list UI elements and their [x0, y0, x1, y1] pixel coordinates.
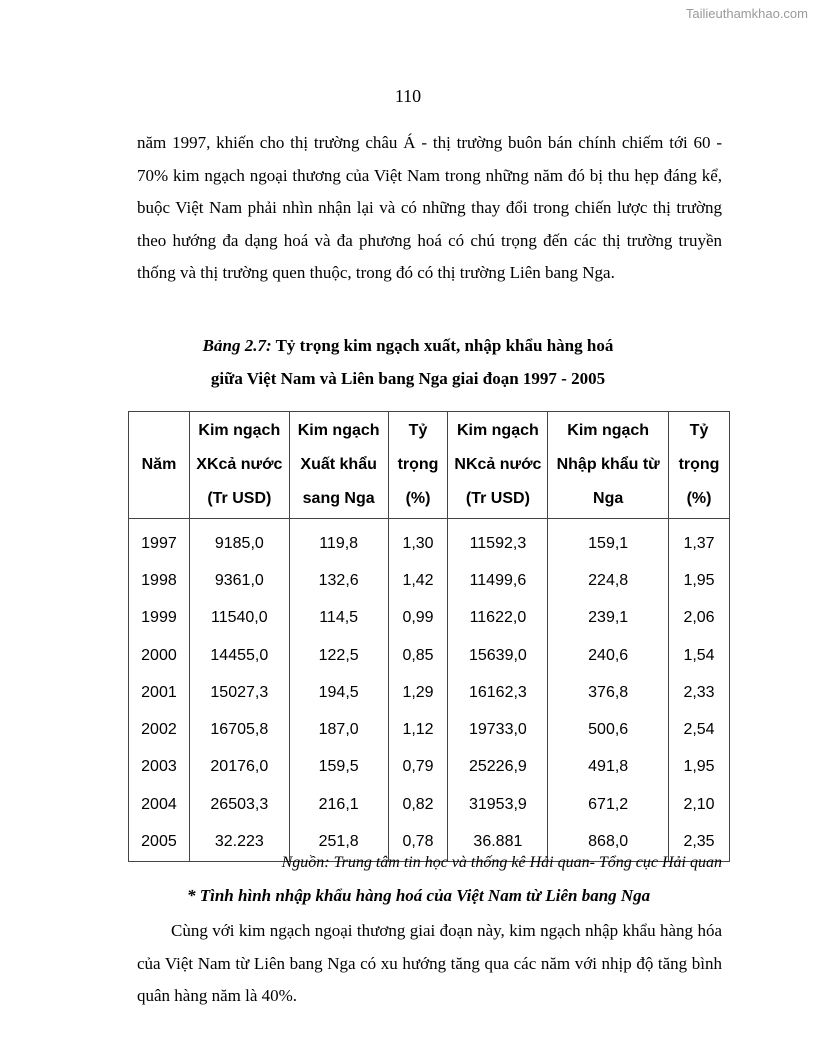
- table-cell: 122,5: [289, 637, 388, 674]
- header-total-export: [189, 412, 289, 519]
- table-cell: 1,95: [669, 562, 730, 599]
- table-cell: 15639,0: [448, 637, 548, 674]
- header-text: Năm: [141, 456, 177, 473]
- table-row: [129, 637, 730, 674]
- table-cell: 16705,8: [189, 711, 289, 748]
- table-caption-line2: giữa Việt Nam và Liên bang Nga giai đoạn 1997 - 2005: [210, 369, 606, 388]
- table-cell: 26503,3: [189, 786, 289, 823]
- table-cell: 0,85: [388, 637, 448, 674]
- table-cell: 2001: [129, 674, 190, 711]
- paragraph-imports: Cùng với kim ngạch ngoại thương giai đoạn này, kim ngạch nhập khẩu hàng hóa của Việt Nam từ Liên bang Nga có xu hướng tăng qua các năm với nhịp độ tăng bình quân hàng năm là 40%.: [137, 921, 722, 1005]
- table-cell: 1,37: [669, 519, 730, 563]
- header-text: trọng: [678, 456, 720, 473]
- table-cell: 239,1: [548, 600, 669, 637]
- table-cell: 11499,6: [448, 562, 548, 599]
- header-total-import: [448, 412, 548, 519]
- table-cell: 0,79: [388, 749, 448, 786]
- table-cell: 2,06: [669, 600, 730, 637]
- table-cell: 1,95: [669, 749, 730, 786]
- table-caption-line1: [0, 336, 816, 356]
- table-cell: 11540,0: [189, 600, 289, 637]
- table-cell: 2002: [129, 711, 190, 748]
- header-text: Kim ngạch: [198, 422, 281, 439]
- table-cell: 500,6: [548, 711, 669, 748]
- table-cell: 1998: [129, 562, 190, 599]
- table-cell: 240,6: [548, 637, 669, 674]
- header-text: Kim ngạch: [567, 422, 650, 439]
- table-cell: 2003: [129, 749, 190, 786]
- table-cell: 1,54: [669, 637, 730, 674]
- table-cell: 2,33: [669, 674, 730, 711]
- header-text: (%): [405, 490, 431, 507]
- header-text: Tỷ: [689, 422, 709, 439]
- header-text: Kim ngạch: [456, 422, 539, 439]
- table-row: [129, 786, 730, 823]
- table-cell: 2000: [129, 637, 190, 674]
- header-text: NKcả nước: [454, 456, 542, 473]
- table-cell: 491,8: [548, 749, 669, 786]
- table-row: [129, 674, 730, 711]
- header-text: (Tr USD): [207, 490, 272, 507]
- header-import-share: [669, 412, 730, 519]
- table-cell: 216,1: [289, 786, 388, 823]
- table-cell: 11592,3: [448, 519, 548, 563]
- table-cell: 14455,0: [189, 637, 289, 674]
- header-text: (%): [686, 490, 712, 507]
- header-text: XKcả nước: [196, 456, 283, 473]
- table-cell: 159,5: [289, 749, 388, 786]
- header-text: (Tr USD): [465, 490, 530, 507]
- header-text: Kim ngạch: [297, 422, 380, 439]
- table-cell: 9361,0: [189, 562, 289, 599]
- table-cell: 2,54: [669, 711, 730, 748]
- table-cell: 2004: [129, 786, 190, 823]
- table-cell: 0,99: [388, 600, 448, 637]
- table-row: [129, 711, 730, 748]
- table-cell: 671,2: [548, 786, 669, 823]
- table-row: [129, 519, 730, 563]
- table-row: [129, 562, 730, 599]
- header-text: Nga: [593, 490, 624, 507]
- table-cell: 15027,3: [189, 674, 289, 711]
- source-note: Nguồn: Trung tâm tin học và thống kê Hải quan- Tổng cục Hải quan: [281, 854, 722, 871]
- table-cell: 36.881: [448, 823, 548, 861]
- table-cell: 2005: [129, 823, 190, 861]
- table-cell: 1999: [129, 600, 190, 637]
- table-cell: 32.223: [189, 823, 289, 861]
- table-header-row: [129, 412, 730, 519]
- table-cell: 132,6: [289, 562, 388, 599]
- table-cell: 159,1: [548, 519, 669, 563]
- table-cell: 25226,9: [448, 749, 548, 786]
- header-import-from-russia: [548, 412, 669, 519]
- header-text: sang Nga: [302, 490, 375, 507]
- table-cell: 0,78: [388, 823, 448, 861]
- table-cell: 1,29: [388, 674, 448, 711]
- table-cell: 376,8: [548, 674, 669, 711]
- page-number: 110: [394, 86, 422, 106]
- table-cell: 31953,9: [448, 786, 548, 823]
- table-cell: 114,5: [289, 600, 388, 637]
- watermark: Tailieuthamkhao.com: [685, 6, 808, 21]
- table-row: [129, 600, 730, 637]
- table-cell: 19733,0: [448, 711, 548, 748]
- table-cell: 194,5: [289, 674, 388, 711]
- table-cell: 1,42: [388, 562, 448, 599]
- header-text: Nhập khẩu từ: [556, 456, 660, 473]
- table-caption-label: Bảng 2.7:: [202, 336, 272, 355]
- table-cell: 11622,0: [448, 600, 548, 637]
- table-cell: 1,30: [388, 519, 448, 563]
- table-cell: 2,10: [669, 786, 730, 823]
- table-cell: 20176,0: [189, 749, 289, 786]
- table-cell: 16162,3: [448, 674, 548, 711]
- table-cell: 1,12: [388, 711, 448, 748]
- table-row: [129, 749, 730, 786]
- header-year: [129, 412, 190, 519]
- section-subheading: * Tình hình nhập khẩu hàng hoá của Việt Nam từ Liên bang Nga: [187, 886, 651, 905]
- header-export-to-russia: [289, 412, 388, 519]
- table-cell: 868,0: [548, 823, 669, 861]
- table-cell: 119,8: [289, 519, 388, 563]
- table-cell: 224,8: [548, 562, 669, 599]
- table-cell: 2,35: [669, 823, 730, 861]
- header-export-share: [388, 412, 448, 519]
- paragraph-intro: năm 1997, khiến cho thị trường châu Á - thị trường buôn bán chính chiếm tới 60 - 70% kim ngạch ngoại thương của Việt Nam trong những năm đó bị thu hẹp đáng kể, buộc Việt Nam phải nhìn nhận lại và có những thay đổi trong chiến lược thị trường theo hướng đa dạng hoá và đa phương hoá có chú trọng đến các thị trường truyền thống và thị trường quen thuộc, trong đó có thị trường Liên bang Nga.: [137, 133, 722, 282]
- header-text: Xuất khẩu: [300, 456, 377, 473]
- table-cell: 1997: [129, 519, 190, 563]
- table-cell: 9185,0: [189, 519, 289, 563]
- table-cell: 0,82: [388, 786, 448, 823]
- table-caption-title: Tỷ trọng kim ngạch xuất, nhập khẩu hàng hoá: [271, 336, 614, 355]
- header-text: Tỷ: [408, 422, 428, 439]
- header-text: trọng: [397, 456, 439, 473]
- trade-table: [128, 411, 730, 862]
- table-cell: 187,0: [289, 711, 388, 748]
- table-cell: 251,8: [289, 823, 388, 861]
